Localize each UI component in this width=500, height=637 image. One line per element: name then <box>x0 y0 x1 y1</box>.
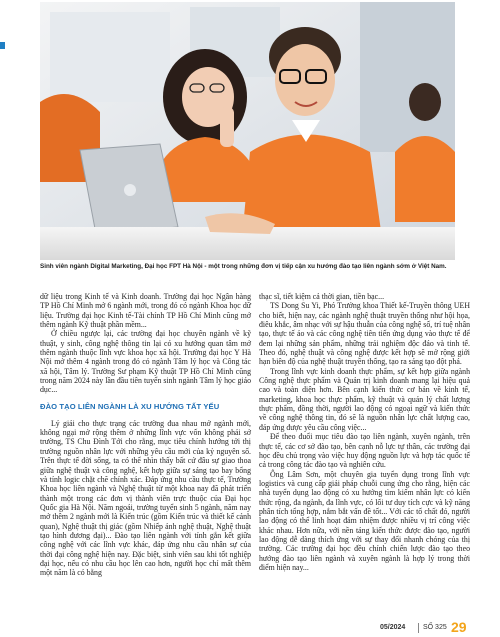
footer-divider <box>418 623 419 633</box>
paragraph: Ở chiều ngược lại, các trường đại học chuyên ngành về kỹ thuật, y sinh, công nghệ thông tin lại có xu hướng quan tâm mở thêm ngành thuộc lĩnh vực khoa học xã hội. Trường đại học Y Hà Nội mở thêm 4 ngành trong đó có ngành Tâm lý học và Công tác xã hội, Tâm lý. Trường Sư phạm Kỹ thuật TP Hồ Chí Minh cũng trong năm 2024 này lần đầu tiên tuyển sinh ngành Tâm lý học giáo dục... <box>40 329 251 395</box>
section-heading: ĐÀO TẠO LIÊN NGÀNH LÀ XU HƯỚNG TẤT YẾU <box>40 401 220 411</box>
article-right-column <box>259 292 470 572</box>
students-photo-illustration <box>40 2 455 260</box>
paragraph: Lý giải cho thực trạng các trường đua nhau mở ngành mới, không ngại mở rộng thêm ở những lĩnh vực vốn không phải sở trường, TS Chu Đình Tới cho rằng, mục tiêu chính hướng tới thị trường nguồn nhân lực với những yêu cầu mới của kỷ nguyên số. Trên thực tế đời sống, ta có thể nhìn thấy bất cứ đâu sự giao thoa giữa nghệ thuật và công nghệ, kết hợp giữa sự sáng tạo bay bổng và tính logic chặt chẽ chính xác. Đáp ứng nhu cầu thực tế, Trường Khoa học liên ngành và Nghệ thuật từ một khoa nay đã phát triển thành một trong các đơn vị thành viên trực thuộc của Đại học Quốc gia Hà Nội. Năm ngoái, trường tuyển sinh 5 ngành, năm nay mở thêm 2 ngành mới là Kiến trúc (gồm Kiến trúc và thiết kế cảnh quan), Nghệ thuật thị giác (gồm Nhiếp ảnh nghệ thuật, Nghệ thuật tạo hình đương đại)... Đào tạo liên ngành với tính gắn kết giữa công nghệ với các lĩnh vực khác, đáp ứng nhu cầu nhân sự của thời đại công nghệ hiện nay. Đặc biệt, sinh viên sau khi tốt nghiệp đại học, nếu có nhu cầu học lên cao hơn, người học chỉ mất thêm một năm là có bằng <box>40 418 251 578</box>
article-photo <box>40 2 455 260</box>
paragraph: TS Dong Su Yi, Phó Trưởng khoa Thiết kế-Truyền thông UEH cho biết, hiện nay, các ngành nghệ thuật truyền thống như hội họa, điêu khắc, âm nhạc với sự hậu thuẫn của công nghệ số, trí tuệ nhân tạo, thực tế ảo và các công nghệ tiên tiến ứng dụng vào thực tế để đem lại những sản phẩm, những trải nghiệm độc đáo và tinh tế. Theo đó, nghệ thuật và công nghệ được kết hợp sẽ mở rộng giới hạn biên độ của nghệ thuật truyền thống, tạo ra sáng tạo đột phá. <box>259 301 470 367</box>
page-side-marker <box>0 42 5 49</box>
paragraph: Trong lĩnh vực kinh doanh thực phẩm, sự kết hợp giữa ngành Công nghệ thực phẩm và Quản trị kinh doanh mang lại hiệu quả cao và toàn diện hơn. Bên cạnh kiến thức cơ bản về kinh tế, marketing, khoa học thực phẩm, kỹ thuật và quản lý chất lượng thực phẩm, đồng thời, người lao động có ngoại ngữ và kiến thức về công nghệ thông tin, đó sẽ là nguồn nhân lực chất lượng cao, đáp ứng được yêu cầu công việc... <box>259 366 470 432</box>
paragraph: thạc sĩ, tiết kiệm cả thời gian, tiền bạc... <box>259 292 385 301</box>
paragraph: Để theo đuổi mục tiêu đào tạo liên ngành, xuyên ngành, trên thực tế, các cơ sở đào tạo, bên cạnh nỗ lực tự thân, các trường đại học đều chủ trọng vào việc huy động nguồn lực và hợp tác quốc tế cả trong công tác đào tạo và nghiên cứu. <box>259 432 470 470</box>
article-left-column <box>40 292 251 578</box>
paragraph: Ông Lâm Sơn, một chuyên gia tuyển dụng trong lĩnh vực logistics và cung cấp giải pháp chuỗi cung ứng cho rằng, hiện các nhà tuyển dụng lao động có xu hướng tìm kiếm nhân lực có kiến thức rộng, đa ngành, đa lĩnh vực, có lối tư duy tích cực và kỹ năng phân tích tổng hợp, nắm bắt vấn đề tốt... Với các tố chất đó, người lao động có thể linh hoạt đảm nhiệm được nhiều vị trí công việc khác nhau. Hơn nữa, với nền tảng kiến thức được đào tạo, người lao động dễ dàng thích ứng với sự thay đổi nhanh chóng của thị trường. Các trường đại học đều chính chiến lược đào tạo theo hướng đào tạo liên ngành và xuyên ngành là hợp lý trong thời điểm hiện nay... <box>259 469 470 572</box>
photo-caption: Sinh viên ngành Digital Marketing, Đại học FPT Hà Nội - một trong những đơn vị tiếp cận xu hướng đào tạo liên ngành sớm ở Việt Nam. <box>40 263 447 270</box>
page-footer <box>380 621 490 635</box>
issue-number: SỐ 325 <box>423 624 447 631</box>
issue-date: 05/2024 <box>380 624 406 631</box>
page-number: 29 <box>451 619 467 635</box>
paragraph: dữ liệu trong Kinh tế và Kinh doanh. Trường đại học Ngân hàng TP Hồ Chí Minh mở 6 ngành mới, trong đó có ngành Khoa học dữ liệu. Trường đại học Kinh tế-Tài chính TP Hồ Chí Minh cũng mở thêm ngành Kỹ thuật phần mềm... <box>40 292 251 330</box>
